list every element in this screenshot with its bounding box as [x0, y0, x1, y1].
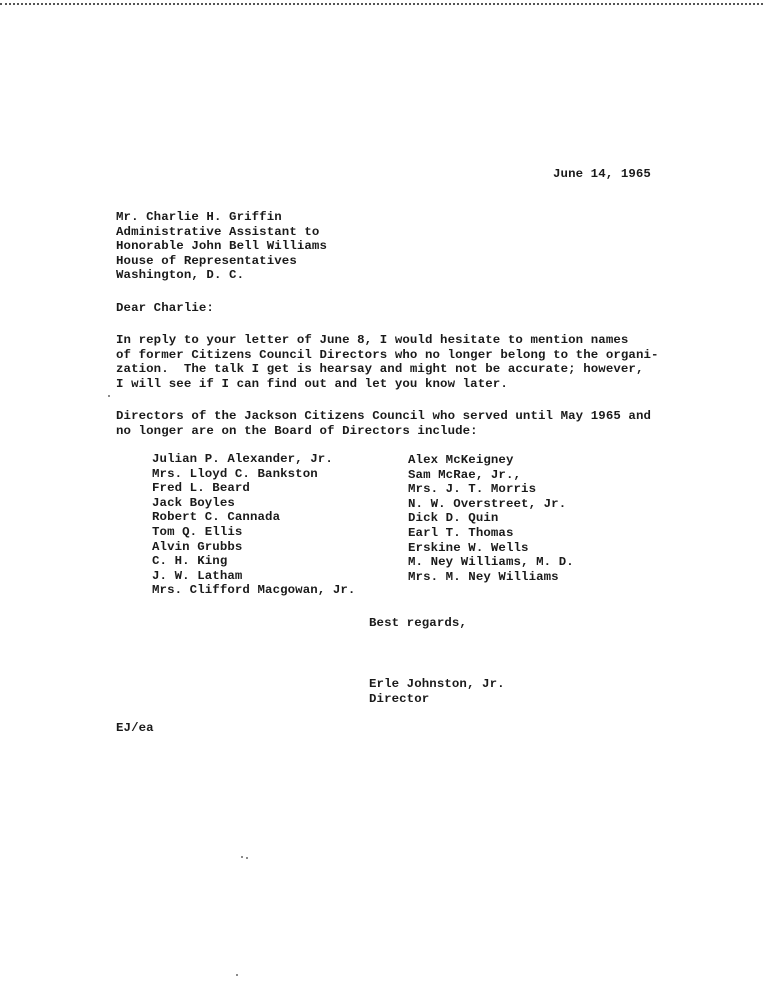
letter-date: June 14, 1965 — [553, 167, 651, 181]
director-name: Alvin Grubbs — [152, 539, 243, 554]
closing: Best regards, — [369, 616, 467, 630]
recipient-line: Honorable John Bell Williams — [116, 239, 327, 254]
recipient-line: House of Representatives — [116, 253, 297, 268]
director-name: Erskine W. Wells — [408, 540, 529, 555]
scan-speck — [246, 857, 248, 859]
director-name: Julian P. Alexander, Jr. — [152, 452, 333, 466]
body-line: zation. The talk I get is hearsay and might not be accurate; however, — [116, 362, 644, 377]
director-name: Alex McKeigney — [408, 453, 514, 467]
salutation: Dear Charlie: — [116, 301, 214, 315]
body-line: no longer are on the Board of Directors include: — [116, 423, 478, 438]
signer-title: Director — [369, 691, 430, 706]
directors-list-left — [152, 452, 355, 598]
recipient-line: Administrative Assistant to — [116, 224, 320, 239]
director-name: Sam McRae, Jr., — [408, 467, 522, 482]
body-line: I will see if I can find out and let you know later. — [116, 376, 508, 391]
body-paragraph-2 — [116, 409, 651, 438]
director-name: Robert C. Cannada — [152, 510, 281, 525]
director-name: Tom Q. Ellis — [152, 524, 243, 539]
director-name: Fred L. Beard — [152, 481, 250, 496]
body-line: of former Citizens Council Directors who no longer belong to the organi- — [116, 347, 659, 362]
recipient-line: Mr. Charlie H. Griffin — [116, 210, 282, 224]
recipient-line: Washington, D. C. — [116, 268, 245, 283]
director-name: N. W. Overstreet, Jr. — [408, 496, 567, 511]
signer-name: Erle Johnston, Jr. — [369, 677, 505, 691]
directors-list-right — [408, 453, 574, 584]
body-line: In reply to your letter of June 8, I would hesitate to mention names — [116, 333, 629, 347]
director-name: Mrs. M. Ney Williams — [408, 569, 559, 584]
director-name: C. H. King — [152, 554, 228, 569]
director-name: Mrs. Clifford Macgowan, Jr. — [152, 583, 356, 598]
director-name: Jack Boyles — [152, 495, 235, 510]
director-name: M. Ney Williams, M. D. — [408, 555, 574, 570]
director-name: Mrs. J. T. Morris — [408, 482, 537, 497]
scan-speck — [108, 395, 110, 397]
director-name: Dick D. Quin — [408, 511, 499, 526]
director-name: Earl T. Thomas — [408, 525, 514, 540]
recipient-address — [116, 210, 327, 283]
body-paragraph-1 — [116, 333, 659, 391]
director-name: Mrs. Lloyd C. Bankston — [152, 466, 318, 481]
director-name: J. W. Latham — [152, 568, 243, 583]
typist-initials: EJ/ea — [116, 721, 154, 735]
scan-speck — [236, 974, 238, 976]
signature-block — [369, 677, 505, 706]
page-top-edge — [0, 3, 763, 5]
body-line: Directors of the Jackson Citizens Council who served until May 1965 and — [116, 409, 652, 423]
scan-speck — [241, 856, 243, 858]
